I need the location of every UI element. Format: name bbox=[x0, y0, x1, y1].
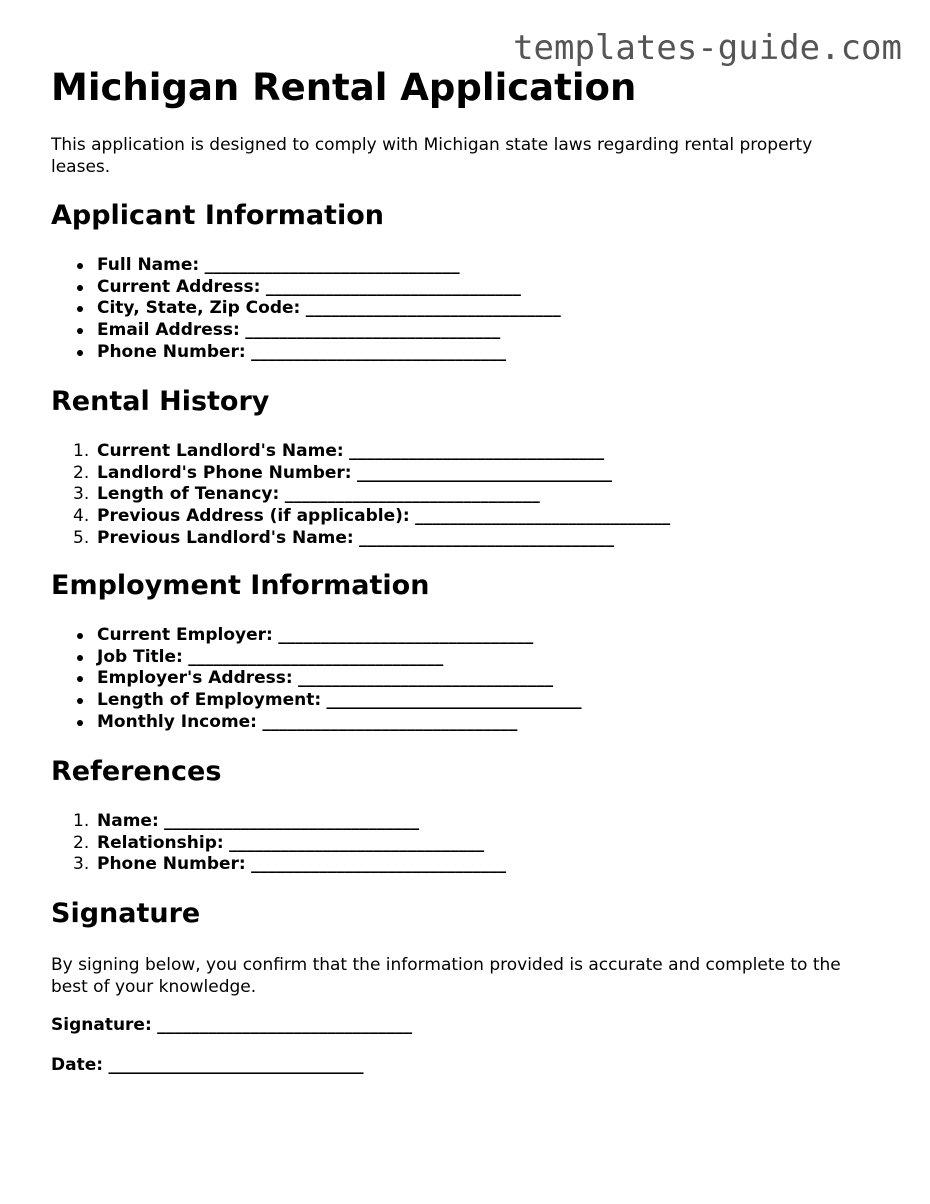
list-number: 2. bbox=[73, 462, 90, 483]
list-item[interactable] bbox=[51, 342, 561, 364]
blank-line[interactable]: ______________________________ bbox=[326, 690, 582, 711]
field-label: Relationship: bbox=[97, 832, 224, 853]
list-item[interactable] bbox=[51, 811, 506, 833]
field-label: Employer's Address: bbox=[97, 668, 293, 689]
list-item[interactable] bbox=[51, 690, 582, 712]
intro-text: This application is designed to comply with Michigan state laws regarding rental property leases. bbox=[51, 135, 813, 177]
list-item[interactable] bbox=[51, 854, 506, 876]
blank-line[interactable]: ______________________________ bbox=[251, 341, 507, 362]
blank-line[interactable]: ______________________________ bbox=[415, 506, 671, 527]
list-item[interactable] bbox=[51, 668, 582, 690]
field-label: Length of Tenancy: bbox=[97, 484, 280, 505]
list-item[interactable] bbox=[51, 528, 670, 550]
field-label: City, State, Zip Code: bbox=[97, 298, 301, 319]
date-blank-line[interactable]: ______________________________ bbox=[108, 1055, 364, 1075]
list-item[interactable] bbox=[51, 833, 506, 855]
signature-label: Signature: bbox=[51, 1015, 152, 1035]
blank-line[interactable]: ______________________________ bbox=[229, 832, 485, 853]
list-number: 3. bbox=[73, 484, 90, 505]
field-label: Phone Number: bbox=[97, 341, 246, 362]
blank-line[interactable]: ______________________________ bbox=[278, 625, 534, 645]
field-label: Current Employer: bbox=[97, 625, 273, 645]
blank-line[interactable]: ______________________________ bbox=[284, 484, 540, 505]
blank-line[interactable]: ______________________________ bbox=[251, 854, 507, 875]
list-number: 2. bbox=[73, 832, 90, 853]
list-number: 1. bbox=[73, 441, 90, 461]
applicant-fields-list bbox=[51, 255, 561, 364]
rental-history-list bbox=[51, 441, 670, 550]
field-label: Name: bbox=[97, 811, 159, 831]
employment-fields-list bbox=[51, 625, 582, 734]
blank-line[interactable]: ______________________________ bbox=[305, 298, 561, 319]
field-label: Previous Landlord's Name: bbox=[97, 527, 354, 548]
section-heading-references: References bbox=[51, 756, 222, 787]
blank-line[interactable]: ______________________________ bbox=[262, 711, 518, 732]
watermark: templates-guide.com bbox=[513, 28, 902, 68]
list-item[interactable] bbox=[51, 277, 561, 299]
date-label: Date: bbox=[51, 1055, 104, 1075]
section-heading-rental-history: Rental History bbox=[51, 386, 270, 417]
references-list bbox=[51, 811, 506, 876]
signature-blank-line[interactable]: ______________________________ bbox=[157, 1015, 413, 1035]
list-item[interactable] bbox=[51, 441, 670, 463]
list-item[interactable] bbox=[51, 255, 561, 277]
date-field[interactable] bbox=[51, 1055, 363, 1075]
list-item[interactable] bbox=[51, 712, 582, 734]
list-number: 3. bbox=[73, 854, 90, 875]
field-label: Previous Address (if applicable): bbox=[97, 506, 410, 527]
field-label: Landlord's Phone Number: bbox=[97, 462, 352, 483]
list-item[interactable] bbox=[51, 298, 561, 320]
blank-line[interactable]: ______________________________ bbox=[265, 276, 521, 297]
blank-line[interactable]: ______________________________ bbox=[188, 646, 444, 667]
field-label: Email Address: bbox=[97, 320, 240, 341]
list-item[interactable] bbox=[51, 647, 582, 669]
signature-statement: By signing below, you confirm that the information provided is accurate and complete to the best of your knowledge. bbox=[51, 955, 841, 997]
field-label: Job Title: bbox=[97, 646, 183, 667]
field-label: Current Landlord's Name: bbox=[97, 441, 344, 461]
list-number: 5. bbox=[73, 527, 90, 548]
field-label: Phone Number: bbox=[97, 854, 246, 875]
field-label: Current Address: bbox=[97, 276, 261, 297]
section-heading-signature: Signature bbox=[51, 898, 201, 929]
section-heading-applicant: Applicant Information bbox=[51, 200, 384, 231]
field-label: Length of Employment: bbox=[97, 690, 322, 711]
blank-line[interactable]: ______________________________ bbox=[359, 527, 615, 548]
page-title: Michigan Rental Application bbox=[51, 66, 637, 109]
blank-line[interactable]: ______________________________ bbox=[245, 320, 501, 341]
blank-line[interactable]: ______________________________ bbox=[349, 441, 605, 461]
field-label: Monthly Income: bbox=[97, 711, 257, 732]
list-item[interactable] bbox=[51, 320, 561, 342]
blank-line[interactable]: ______________________________ bbox=[164, 811, 420, 831]
list-item[interactable] bbox=[51, 625, 582, 647]
field-label: Full Name: bbox=[97, 255, 200, 275]
signature-field[interactable] bbox=[51, 1015, 412, 1035]
list-item[interactable] bbox=[51, 484, 670, 506]
list-item[interactable] bbox=[51, 506, 670, 528]
section-heading-employment: Employment Information bbox=[51, 570, 430, 601]
blank-line[interactable]: ______________________________ bbox=[357, 462, 612, 483]
blank-line[interactable]: ______________________________ bbox=[204, 255, 460, 275]
list-item[interactable] bbox=[51, 463, 670, 485]
list-number: 1. bbox=[73, 811, 90, 831]
list-number: 4. bbox=[73, 506, 90, 527]
blank-line[interactable]: ______________________________ bbox=[298, 668, 554, 689]
